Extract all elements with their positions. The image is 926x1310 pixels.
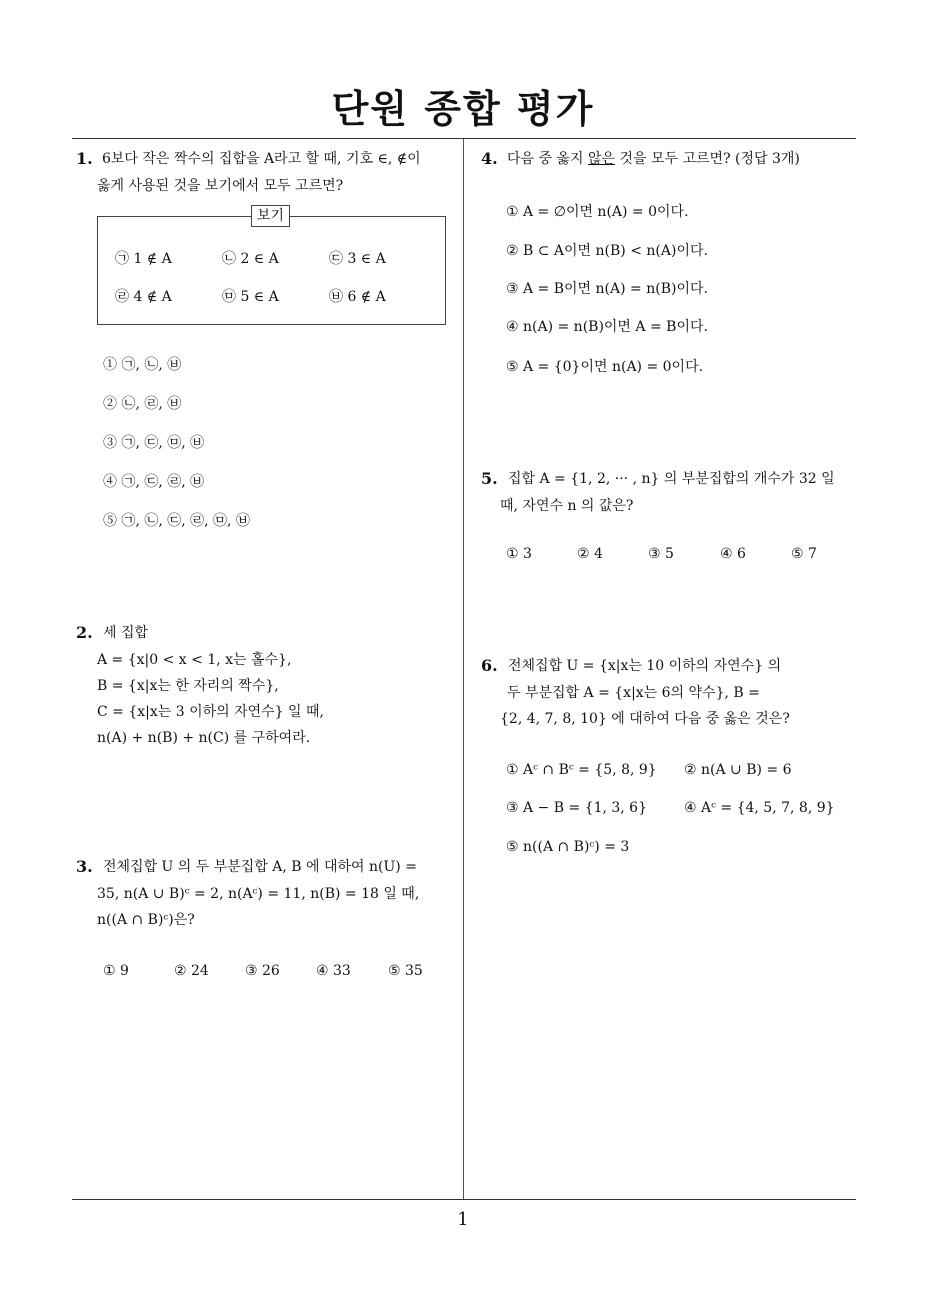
answer-choice-4[interactable]: ④ 6 [720, 546, 746, 562]
question-text: 때, 자연수 n 의 값은? [500, 498, 634, 514]
question-text: 두 부분집합 A = {x|x는 6의 약수}, B = [507, 685, 760, 701]
question-text: C = {x|x는 3 이하의 자연수} 일 때, [97, 704, 324, 720]
answer-choice-1[interactable]: ① A = ∅이면 n(A) = 0이다. [506, 204, 689, 220]
question-text: 6보다 작은 짝수의 집합을 A라고 할 때, 기호 ∈, ∉이 [102, 151, 421, 167]
question-text: n((A ∩ B)ᶜ)은? [97, 912, 195, 928]
answer-choice-3[interactable]: ③ A = B이면 n(A) = n(B)이다. [506, 281, 708, 297]
question-text: 전체집합 U 의 두 부분집합 A, B 에 대하여 n(U) = [103, 859, 417, 875]
question-text: 전체집합 U = {x|x는 10 이하의 자연수} 의 [508, 658, 782, 674]
answer-choice-1[interactable]: ① ㉠, ㉡, ㉥ [103, 357, 182, 373]
answer-choice-2[interactable]: ② B ⊂ A이면 n(B) < n(A)이다. [506, 243, 708, 259]
example-item: ㉤ 5 ∈ A [222, 289, 279, 305]
answer-choice-2[interactable]: ② 24 [174, 963, 209, 979]
question-number: 6. [481, 656, 498, 675]
answer-choice-5[interactable]: ⑤ 35 [388, 963, 423, 979]
answer-choice-1[interactable]: ① 9 [103, 963, 129, 979]
question-number: 2. [76, 623, 93, 642]
example-box [97, 216, 446, 325]
question-text: 다음 중 옳지 않은 것을 모두 고르면? (정답 3개) [507, 151, 800, 167]
answer-choice-4[interactable]: ④ 33 [316, 963, 351, 979]
answer-choice-2[interactable]: ② n(A ∪ B) = 6 [684, 762, 792, 778]
answer-choice-4[interactable]: ④ Aᶜ = {4, 5, 7, 8, 9} [684, 800, 835, 816]
answer-choice-1[interactable]: ① Aᶜ ∩ Bᶜ = {5, 8, 9} [506, 762, 657, 778]
example-item: ㉠ 1 ∉ A [115, 251, 172, 267]
example-item: ㉡ 2 ∈ A [222, 251, 279, 267]
page-number: 1 [457, 1209, 469, 1230]
emphasis-underline: 않은 [587, 151, 616, 167]
question-text: 집합 A = {1, 2, ··· , n} 의 부분집합의 개수가 32 일 [508, 471, 835, 487]
answer-choice-3[interactable]: ③ 5 [648, 546, 674, 562]
question-text: B = {x|x는 한 자리의 짝수}, [97, 678, 279, 694]
question-number: 5. [481, 469, 498, 488]
example-item: ㉣ 4 ∉ A [115, 289, 172, 305]
question-text: n(A) + n(B) + n(C) 를 구하여라. [97, 730, 311, 746]
question-text: {2, 4, 7, 8, 10} 에 대하여 다음 중 옳은 것은? [500, 711, 790, 727]
answer-choice-2[interactable]: ② ㉡, ㉣, ㉥ [103, 396, 182, 412]
question-number: 1. [76, 149, 93, 168]
answer-choice-2[interactable]: ② 4 [577, 546, 603, 562]
question-number: 3. [76, 857, 93, 876]
footer-rule [72, 1199, 856, 1200]
question-text: 35, n(A ∪ B)ᶜ = 2, n(Aᶜ) = 11, n(B) = 18 일 때, [97, 886, 420, 902]
answer-choice-5[interactable]: ⑤ 7 [791, 546, 817, 562]
answer-choice-5[interactable]: ⑤ A = {0}이면 n(A) = 0이다. [506, 359, 704, 375]
question-text: 옳게 사용된 것을 보기에서 모두 고르면? [97, 178, 344, 194]
question-text: 세 집합 [103, 625, 149, 641]
answer-choice-3[interactable]: ③ 26 [245, 963, 280, 979]
example-box-label: 보기 [251, 205, 290, 227]
example-item: ㉢ 3 ∈ A [329, 251, 386, 267]
question-text: A = {x|0 < x < 1, x는 홀수}, [97, 652, 292, 668]
header-rule [72, 138, 856, 139]
answer-choice-4[interactable]: ④ ㉠, ㉢, ㉣, ㉥ [103, 474, 205, 490]
answer-choice-1[interactable]: ① 3 [506, 546, 532, 562]
example-item: ㉥ 6 ∉ A [329, 289, 386, 305]
page-title: 단원 종합 평가 [331, 87, 595, 131]
answer-choice-5[interactable]: ⑤ n((A ∩ B)ᶜ) = 3 [506, 839, 630, 855]
answer-choice-3[interactable]: ③ ㉠, ㉢, ㉤, ㉥ [103, 435, 205, 451]
column-divider [463, 139, 464, 1200]
question-number: 4. [481, 149, 498, 168]
answer-choice-4[interactable]: ④ n(A) = n(B)이면 A = B이다. [506, 319, 708, 335]
answer-choice-5[interactable]: ⑤ ㉠, ㉡, ㉢, ㉣, ㉤, ㉥ [103, 513, 250, 529]
answer-choice-3[interactable]: ③ A − B = {1, 3, 6} [506, 800, 647, 816]
